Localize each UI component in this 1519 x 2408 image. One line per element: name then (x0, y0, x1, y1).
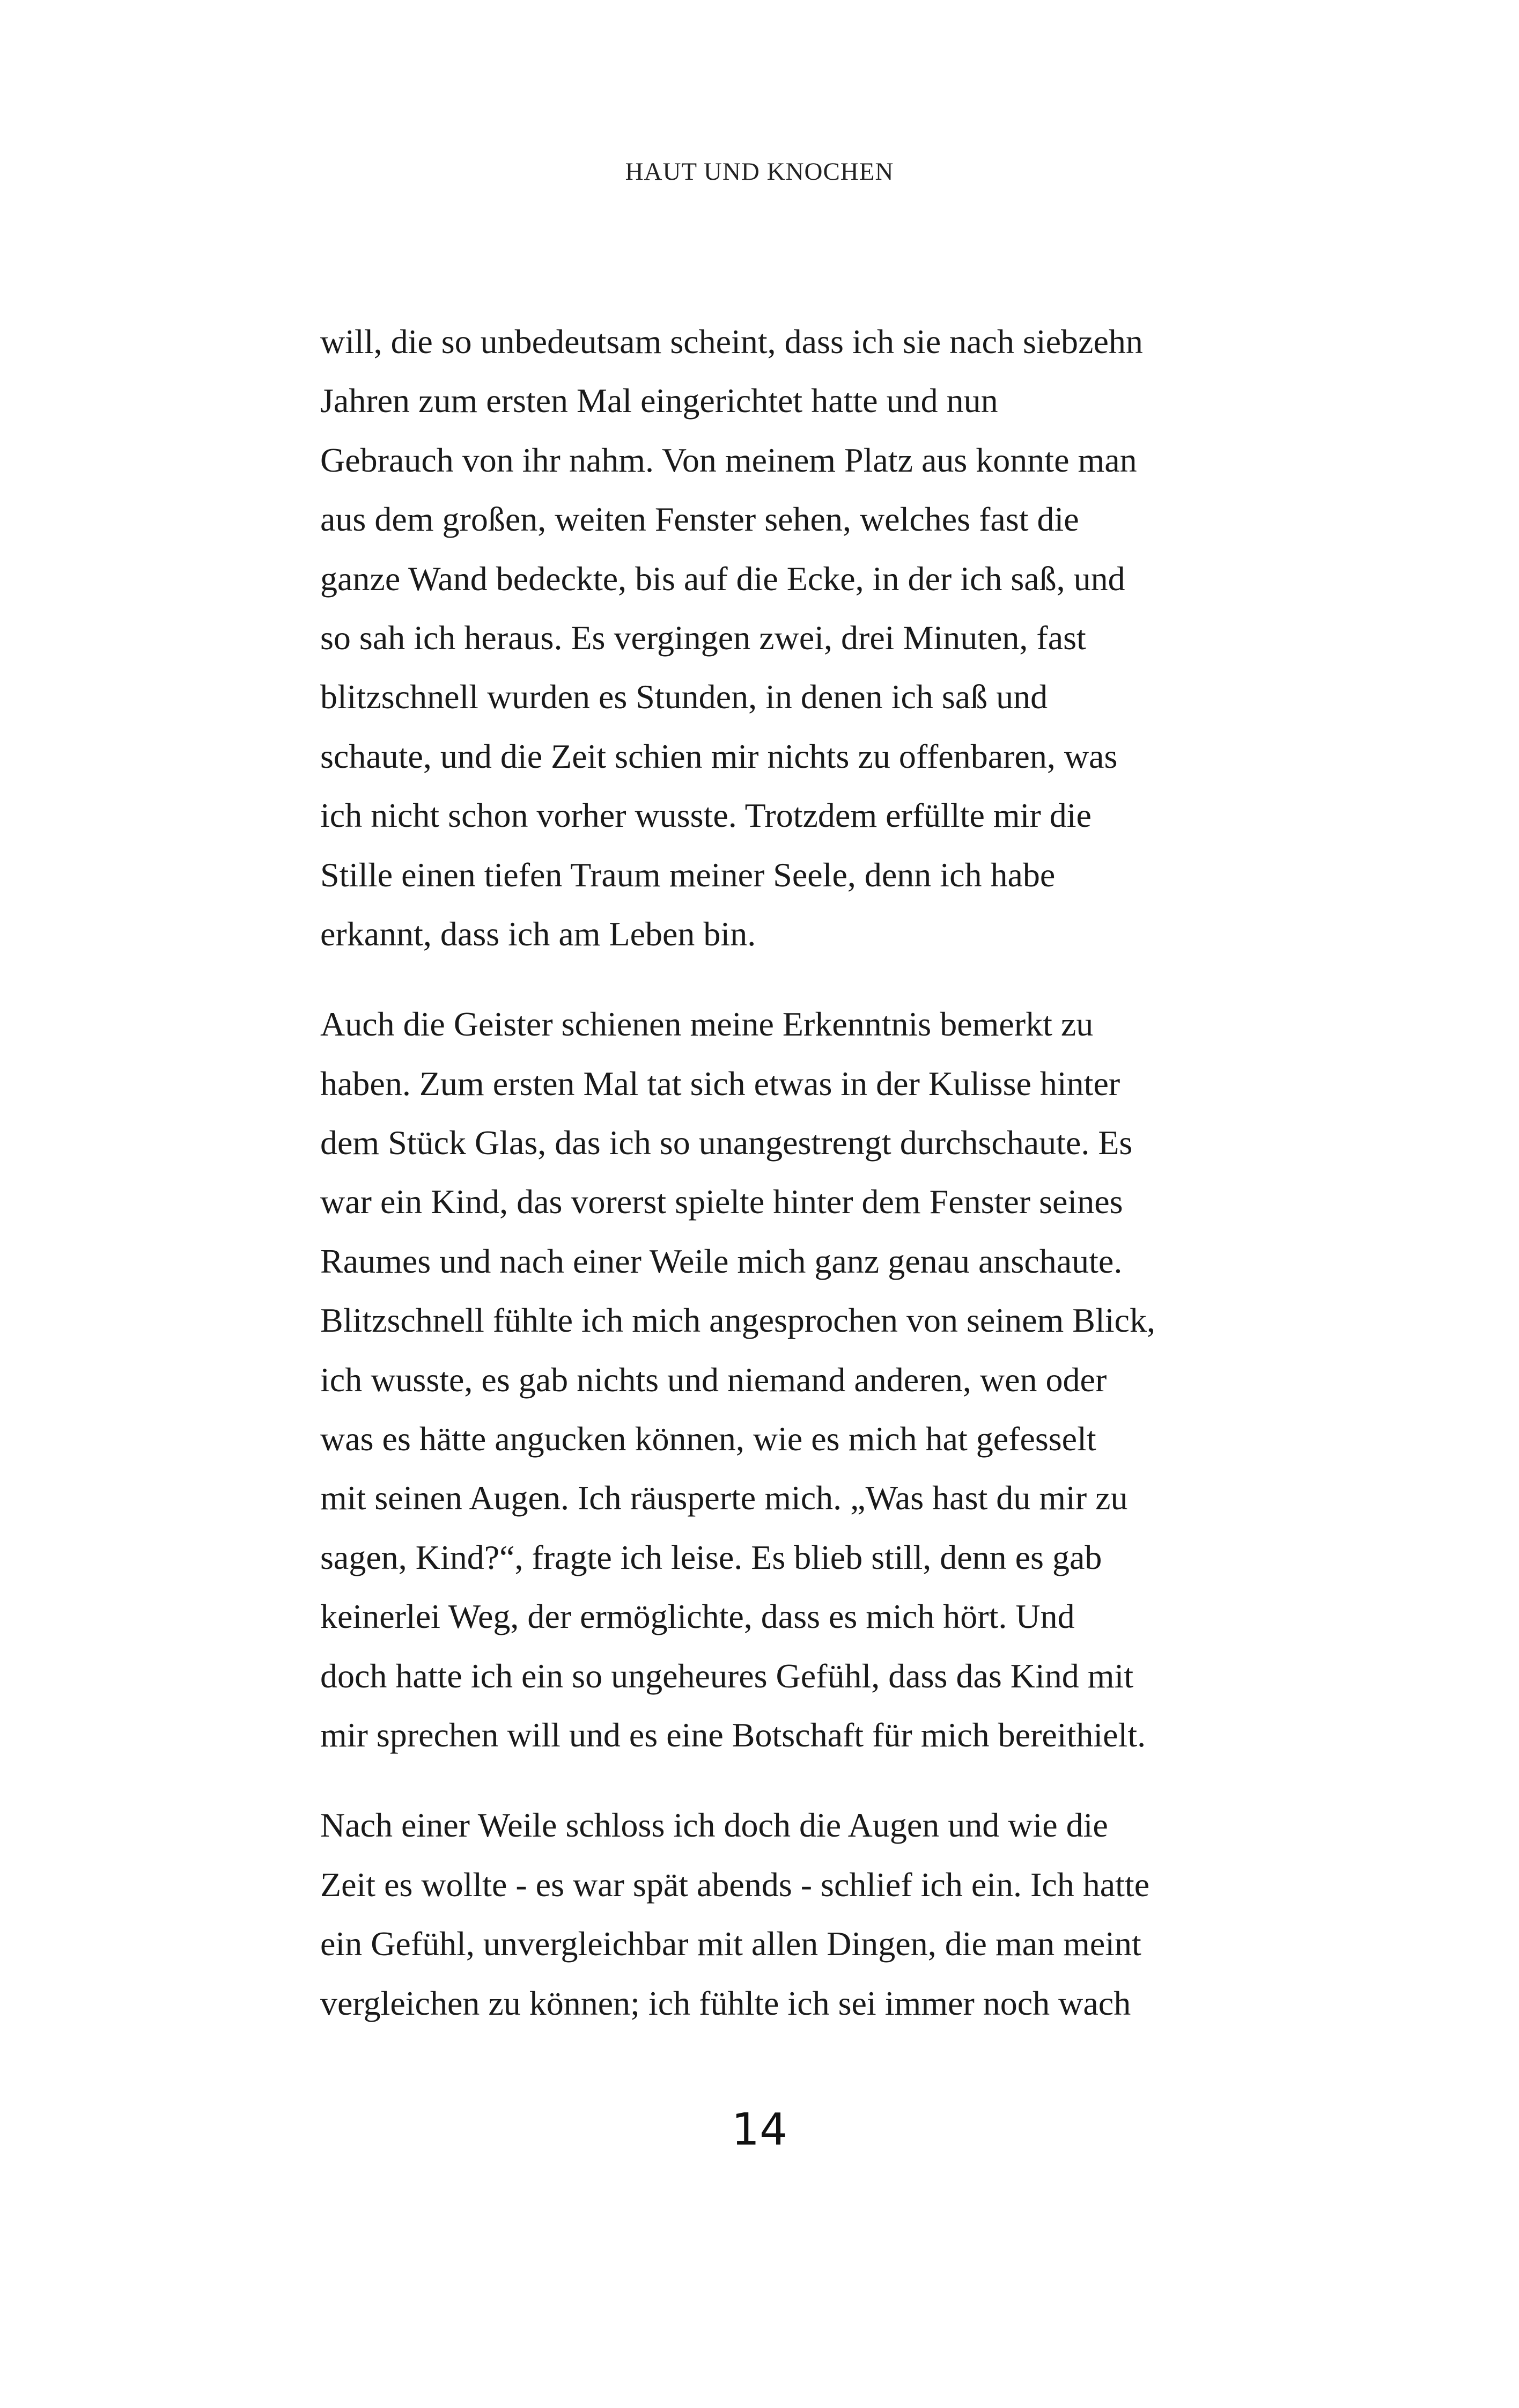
paragraph-2 (320, 995, 1205, 1765)
text-line: Stille einen tiefen Traum meiner Seele, denn ich habe (320, 855, 1056, 894)
text-line: ein Gefühl, unvergleichbar mit allen Dingen, die man meint (320, 1925, 1141, 1963)
text-line: doch hatte ich ein so ungeheures Gefühl, dass das Kind mit (320, 1656, 1134, 1695)
text-line: mir sprechen will und es eine Botschaft für mich bereithielt. (320, 1715, 1146, 1754)
paragraph-3 (320, 1796, 1205, 2033)
page-number: 14 (731, 2104, 788, 2155)
text-line: ich wusste, es gab nichts und niemand anderen, wen oder (320, 1360, 1107, 1399)
running-header-title: HAUT UND KNOCHEN (625, 158, 894, 186)
text-line: Blitzschnell fühlte ich mich angesprochen von seinem Blick, (320, 1301, 1155, 1340)
text-line: keinerlei Weg, der ermöglichte, dass es mich hört. Und (320, 1597, 1075, 1636)
text-line: dem Stück Glas, das ich so unangestrengt durchschaute. Es (320, 1124, 1133, 1162)
text-line: erkannt, dass ich am Leben bin. (320, 914, 756, 953)
text-line: Zeit es wollte - es war spät abends - schlief ich ein. Ich hatte (320, 1865, 1150, 1904)
text-line: Nach einer Weile schloss ich doch die Augen und wie die (320, 1806, 1108, 1845)
body-text (320, 312, 1205, 2064)
text-line: mit seinen Augen. Ich räusperte mich. „Was hast du mir zu (320, 1479, 1128, 1517)
text-line: Auch die Geister schienen meine Erkenntnis bemerkt zu (320, 1005, 1094, 1044)
text-line: Raumes und nach einer Weile mich ganz genau anschaute. (320, 1242, 1123, 1280)
text-line: haben. Zum ersten Mal tat sich etwas in der Kulisse hinter (320, 1064, 1120, 1103)
text-line: Jahren zum ersten Mal eingerichtet hatte und nun (320, 381, 998, 420)
text-line: blitzschnell wurden es Stunden, in denen ich saß und (320, 678, 1048, 716)
text-line: sagen, Kind?“, fragte ich leise. Es blieb still, denn es gab (320, 1538, 1102, 1576)
text-line: schaute, und die Zeit schien mir nichts zu offenbaren, was (320, 737, 1118, 775)
paragraph-1 (320, 312, 1205, 964)
text-line: aus dem großen, weiten Fenster sehen, welches fast die (320, 500, 1079, 539)
text-line: will, die so unbedeutsam scheint, dass ich sie nach siebzehn (320, 322, 1143, 361)
text-line: war ein Kind, das vorerst spielte hinter dem Fenster seines (320, 1183, 1123, 1221)
text-line: was es hätte angucken können, wie es mich hat gefesselt (320, 1420, 1096, 1458)
text-line: ganze Wand bedeckte, bis auf die Ecke, in der ich saß, und (320, 559, 1125, 598)
text-line: ich nicht schon vorher wusste. Trotzdem erfüllte mir die (320, 796, 1092, 835)
text-line: vergleichen zu können; ich fühlte ich sei immer noch wach (320, 1984, 1131, 2022)
text-line: Gebrauch von ihr nahm. Von meinem Platz aus konnte man (320, 441, 1137, 479)
text-line: so sah ich heraus. Es vergingen zwei, drei Minuten, fast (320, 618, 1086, 657)
